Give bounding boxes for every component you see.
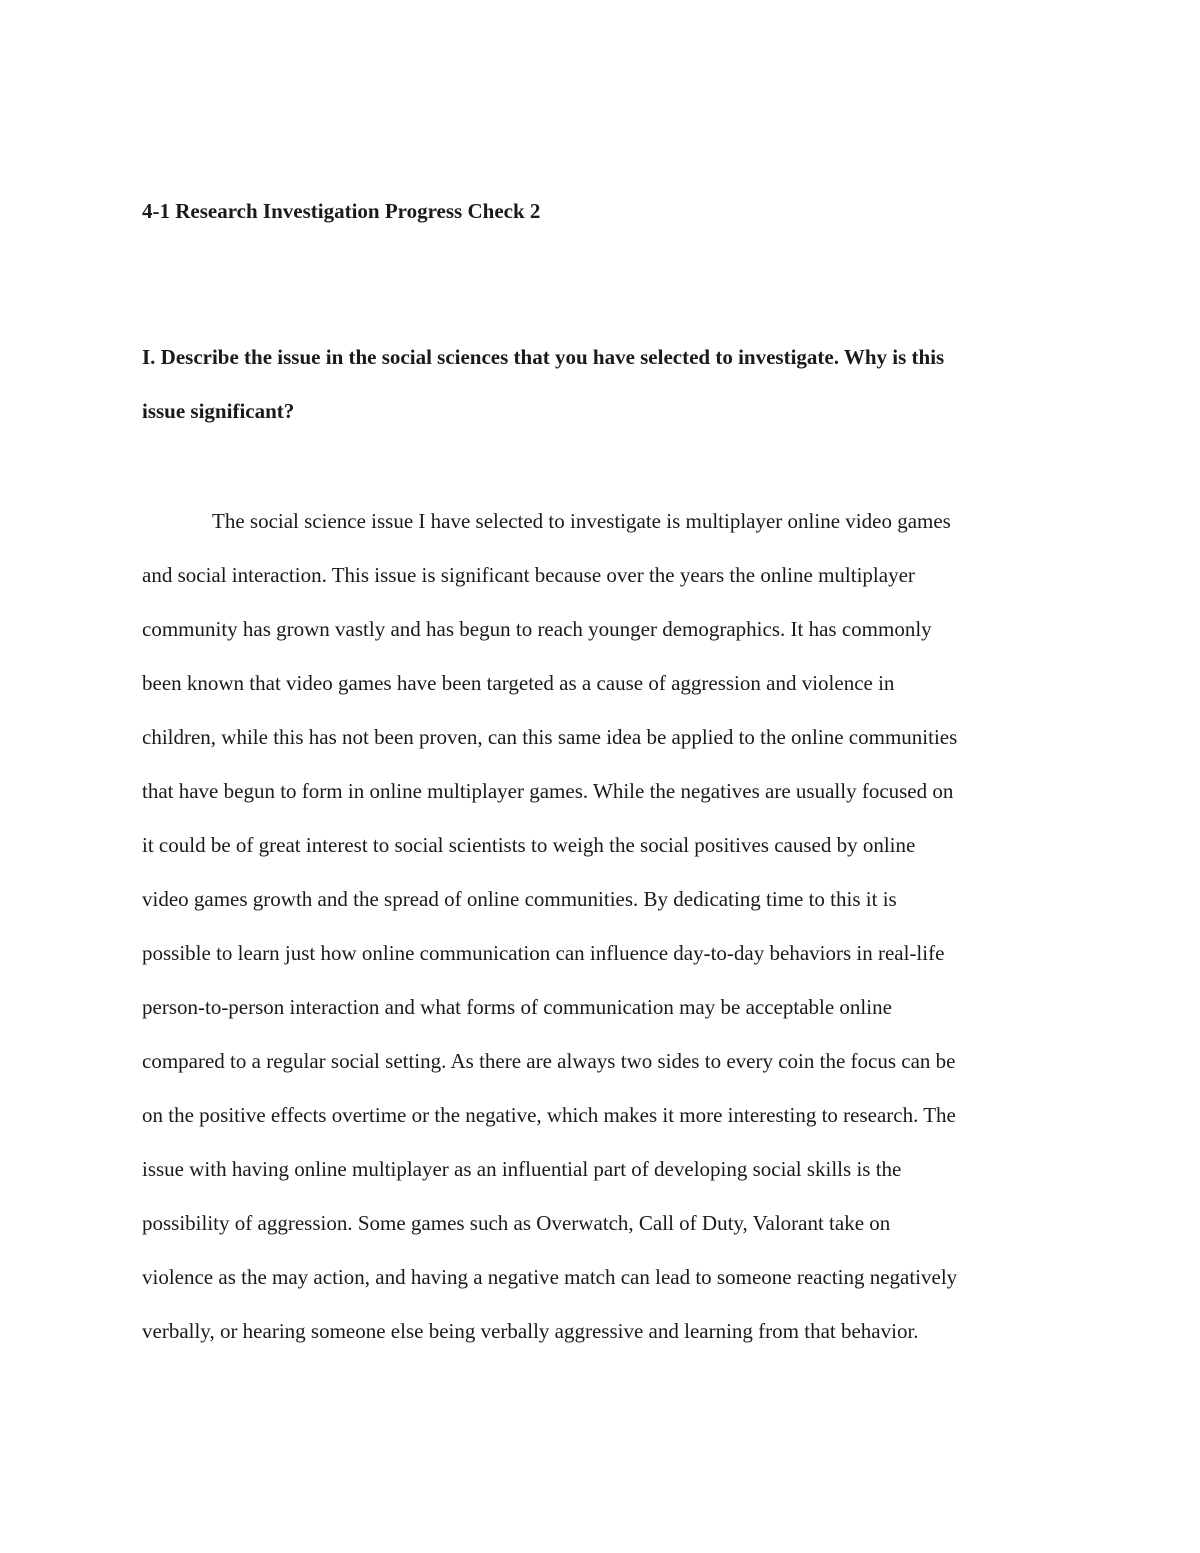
- answer-line: on the positive effects overtime or the negative, which makes it more interesting to research. The: [142, 1103, 956, 1127]
- answer-line: compared to a regular social setting. As there are always two sides to every coin the focus can be: [142, 1049, 956, 1073]
- document-title: 4-1 Research Investigation Progress Check 2: [142, 199, 541, 223]
- answer-line: The social science issue I have selected to investigate is multiplayer online video games: [212, 509, 951, 533]
- answer-paragraph: [142, 494, 1082, 1358]
- answer-line: violence as the may action, and having a negative match can lead to someone reacting negatively: [142, 1265, 958, 1289]
- answer-line: it could be of great interest to social scientists to weigh the social positives caused by online: [142, 833, 916, 857]
- answer-line: been known that video games have been targeted as a cause of aggression and violence in: [142, 671, 895, 695]
- question-heading: [142, 330, 1072, 438]
- question-line: issue significant?: [142, 399, 295, 423]
- answer-line: that have begun to form in online multiplayer games. While the negatives are usually focused on: [142, 779, 954, 803]
- answer-line: possible to learn just how online communication can influence day-to-day behaviors in real-life: [142, 941, 945, 965]
- answer-line: video games growth and the spread of online communities. By dedicating time to this it is: [142, 887, 897, 911]
- answer-line: children, while this has not been proven, can this same idea be applied to the online communities: [142, 725, 958, 749]
- answer-line: possibility of aggression. Some games such as Overwatch, Call of Duty, Valorant take on: [142, 1211, 891, 1235]
- answer-line: issue with having online multiplayer as an influential part of developing social skills is the: [142, 1157, 902, 1181]
- answer-line: and social interaction. This issue is significant because over the years the online multiplayer: [142, 563, 915, 587]
- answer-line: verbally, or hearing someone else being verbally aggressive and learning from that behavior.: [142, 1319, 919, 1343]
- answer-line: person-to-person interaction and what forms of communication may be acceptable online: [142, 995, 892, 1019]
- question-line: I. Describe the issue in the social sciences that you have selected to investigate. Why is this: [142, 345, 945, 369]
- answer-line: community has grown vastly and has begun to reach younger demographics. It has commonly: [142, 617, 932, 641]
